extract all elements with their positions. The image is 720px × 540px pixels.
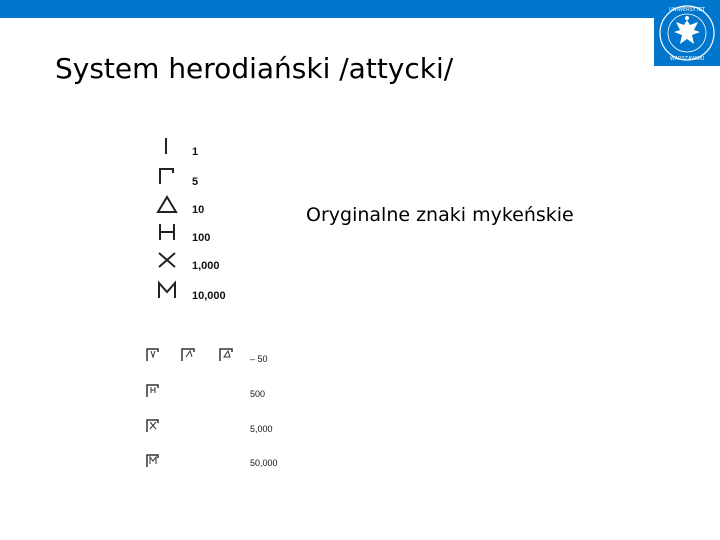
university-eagle-seal-icon — [654, 0, 720, 66]
numeral-value-100: 100 — [192, 232, 211, 244]
composite-50000-glyph — [144, 452, 164, 470]
top-accent-bar — [0, 0, 720, 18]
composite-50-glyphs — [144, 346, 254, 364]
svg-text:WARSZAWSKI: WARSZAWSKI — [669, 56, 705, 62]
numeral-10000-glyph — [156, 280, 178, 300]
numeral-10-glyph — [156, 194, 178, 214]
numeral-value-5: 5 — [192, 176, 199, 188]
attic-numerals-figure — [140, 130, 300, 480]
numeral-value-1000: 1,000 — [192, 260, 220, 272]
numeral-value-10: 10 — [192, 204, 205, 216]
composite-value-5000: 5,000 — [250, 424, 273, 434]
svg-text:UNIWERSYTET: UNIWERSYTET — [669, 7, 705, 13]
composite-value-500: 500 — [250, 389, 266, 399]
numeral-1-glyph — [156, 136, 176, 156]
numeral-5-glyph — [156, 166, 176, 186]
composite-5000-glyph — [144, 417, 164, 435]
university-logo — [654, 0, 720, 66]
numeral-100-glyph — [156, 222, 178, 242]
composite-500-glyph — [144, 382, 164, 400]
note-original-mycenaean-signs: Oryginalne znaki mykeńskie — [306, 204, 574, 226]
composite-value-50000: 50,000 — [250, 458, 278, 468]
numeral-1000-glyph — [156, 250, 178, 270]
slide-title: System herodiański /attycki/ — [55, 52, 454, 85]
numeral-value-1: 1 — [192, 146, 199, 158]
numeral-value-10000: 10,000 — [192, 290, 226, 302]
composite-value-50: – 50 — [250, 354, 268, 364]
